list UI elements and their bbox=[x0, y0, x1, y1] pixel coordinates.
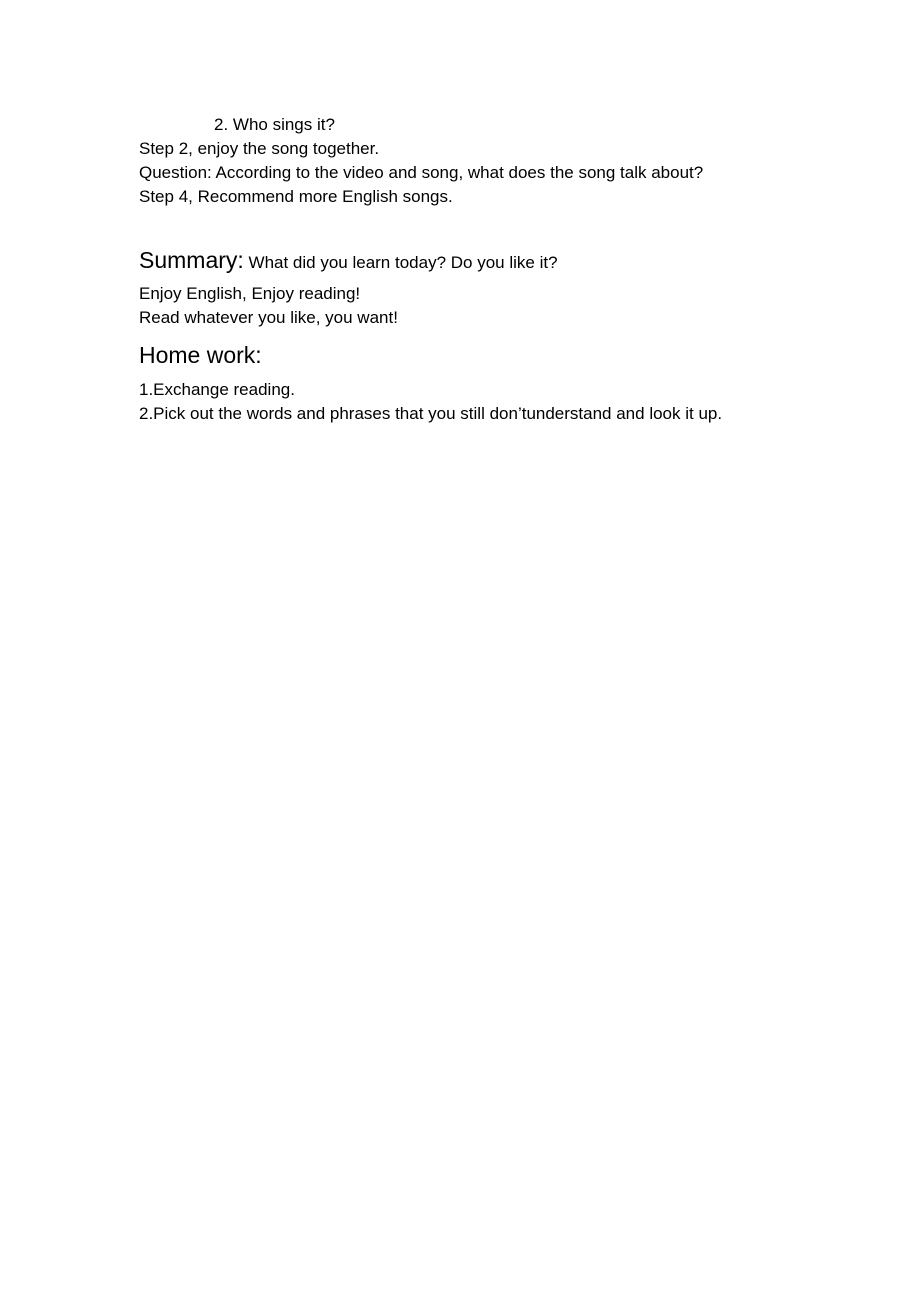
question-line: Question: According to the video and song, what does the song talk about? bbox=[139, 163, 704, 182]
homework-item: 2.Pick out the words and phrases that you still don’tunderstand and look it up. bbox=[139, 404, 723, 423]
summary-text: What did you learn today? Do you like it? bbox=[243, 253, 558, 272]
summary-line bbox=[139, 246, 558, 277]
question-who-sings: 2. Who sings it? bbox=[214, 115, 335, 134]
homework-item: 1.Exchange reading. bbox=[139, 380, 295, 399]
step-4-line: Step 4, Recommend more English songs. bbox=[139, 187, 453, 206]
homework-heading: Home work: bbox=[139, 342, 262, 368]
step-2-line: Step 2, enjoy the song together. bbox=[139, 139, 380, 158]
slogan-line: Read whatever you like, you want! bbox=[139, 308, 398, 327]
summary-heading: Summary: bbox=[139, 247, 244, 273]
slogan-line: Enjoy English, Enjoy reading! bbox=[139, 284, 361, 303]
